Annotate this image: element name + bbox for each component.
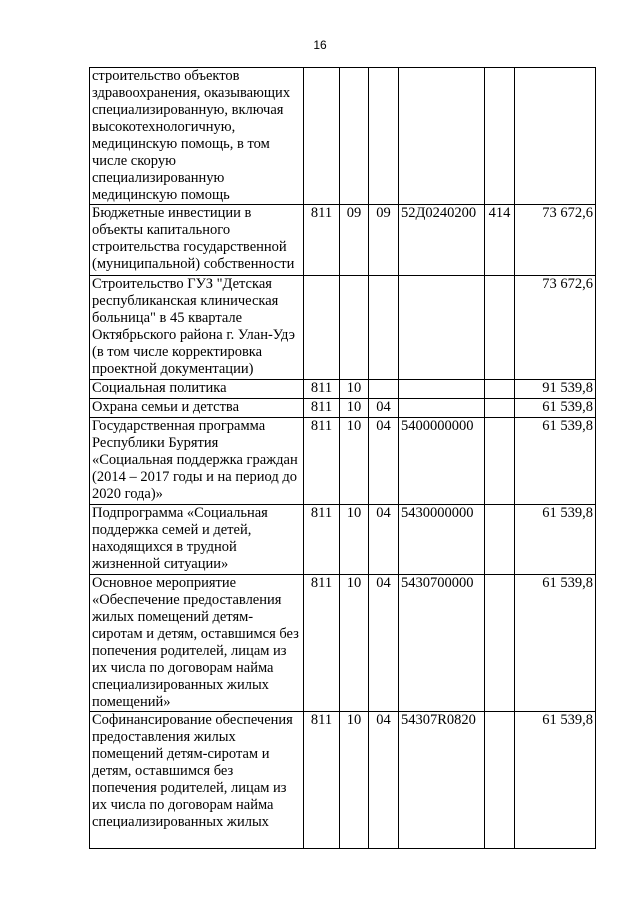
- row-code: 811: [304, 418, 340, 505]
- row-expense-type: 414: [485, 205, 515, 276]
- row-target-article: 5430000000: [399, 505, 485, 575]
- row-sum: [515, 68, 596, 205]
- table-row: [90, 505, 596, 575]
- row-code: [304, 68, 340, 205]
- row-section: 10: [340, 575, 369, 712]
- row-section: 09: [340, 205, 369, 276]
- row-code: 811: [304, 505, 340, 575]
- row-subsection: [369, 68, 399, 205]
- row-expense-type: [485, 505, 515, 575]
- row-target-article: [399, 276, 485, 380]
- row-target-article: [399, 68, 485, 205]
- table-row: [90, 575, 596, 712]
- table-row: [90, 276, 596, 380]
- row-code: 811: [304, 205, 340, 276]
- row-name: Подпрограмма «Социальная поддержка семей и детей, находящихся в трудной жизненной ситуации»: [90, 505, 304, 575]
- row-expense-type: [485, 418, 515, 505]
- row-name: Основное мероприятие «Обеспечение предоставления жилых помещений детям-сиротам и детям, оставшимся без попечения родителей, лицам из их числа по договорам найма специализированных жилых помещений»: [90, 575, 304, 712]
- row-section: [340, 68, 369, 205]
- row-target-article: [399, 380, 485, 399]
- row-section: [340, 276, 369, 380]
- row-code: 811: [304, 399, 340, 418]
- row-name: Государственная программа Республики Бурятия «Социальная поддержка граждан (2014 – 2017 годы и на период до 2020 года)»: [90, 418, 304, 505]
- row-section: 10: [340, 418, 369, 505]
- row-subsection: [369, 380, 399, 399]
- row-section: 10: [340, 712, 369, 849]
- table-row: [90, 205, 596, 276]
- row-sum: 61 539,8: [515, 505, 596, 575]
- row-sum: 61 539,8: [515, 399, 596, 418]
- row-expense-type: [485, 575, 515, 712]
- table-row: [90, 68, 596, 205]
- row-target-article: 54307R0820: [399, 712, 485, 849]
- row-subsection: 04: [369, 712, 399, 849]
- row-target-article: [399, 399, 485, 418]
- row-section: 10: [340, 380, 369, 399]
- row-expense-type: [485, 276, 515, 380]
- row-expense-type: [485, 712, 515, 849]
- row-target-article: 5400000000: [399, 418, 485, 505]
- page-number: 16: [313, 38, 327, 52]
- row-name: строительство объектов здравоохранения, оказывающих специализированную, включая высокотехнологичную, медицинскую помощь, в том числе скорую специализированную медицинскую помощь: [90, 68, 304, 205]
- row-name: Социальная политика: [90, 380, 304, 399]
- row-expense-type: [485, 380, 515, 399]
- row-target-article: 52Д0240200: [399, 205, 485, 276]
- row-sum: 61 539,8: [515, 418, 596, 505]
- row-name: Охрана семьи и детства: [90, 399, 304, 418]
- row-sum: 91 539,8: [515, 380, 596, 399]
- row-expense-type: [485, 68, 515, 205]
- table-row: [90, 418, 596, 505]
- row-name: Софинансирование обеспечения предоставления жилых помещений детям-сиротам и детям, оставшимся без попечения родителей, лицам из их числа по договорам найма специализированных жилых: [90, 712, 304, 849]
- row-subsection: 09: [369, 205, 399, 276]
- row-target-article: 5430700000: [399, 575, 485, 712]
- row-expense-type: [485, 399, 515, 418]
- row-code: [304, 276, 340, 380]
- table-row: [90, 399, 596, 418]
- row-subsection: 04: [369, 505, 399, 575]
- row-section: 10: [340, 505, 369, 575]
- row-sum: 73 672,6: [515, 205, 596, 276]
- table-row: [90, 712, 596, 849]
- row-name: Бюджетные инвестиции в объекты капитального строительства государственной (муниципальной) собственности: [90, 205, 304, 276]
- row-sum: 61 539,8: [515, 575, 596, 712]
- row-code: 811: [304, 712, 340, 849]
- row-code: 811: [304, 380, 340, 399]
- row-subsection: 04: [369, 418, 399, 505]
- row-section: 10: [340, 399, 369, 418]
- table-row: [90, 380, 596, 399]
- row-code: 811: [304, 575, 340, 712]
- row-subsection: 04: [369, 399, 399, 418]
- row-subsection: 04: [369, 575, 399, 712]
- row-subsection: [369, 276, 399, 380]
- row-name: Строительство ГУЗ "Детская республиканская клиническая больница" в 45 квартале Октябрьского района г. Улан-Удэ (в том числе корректировка проектной документации): [90, 276, 304, 380]
- row-sum: 73 672,6: [515, 276, 596, 380]
- budget-table: [89, 67, 596, 849]
- row-sum: 61 539,8: [515, 712, 596, 849]
